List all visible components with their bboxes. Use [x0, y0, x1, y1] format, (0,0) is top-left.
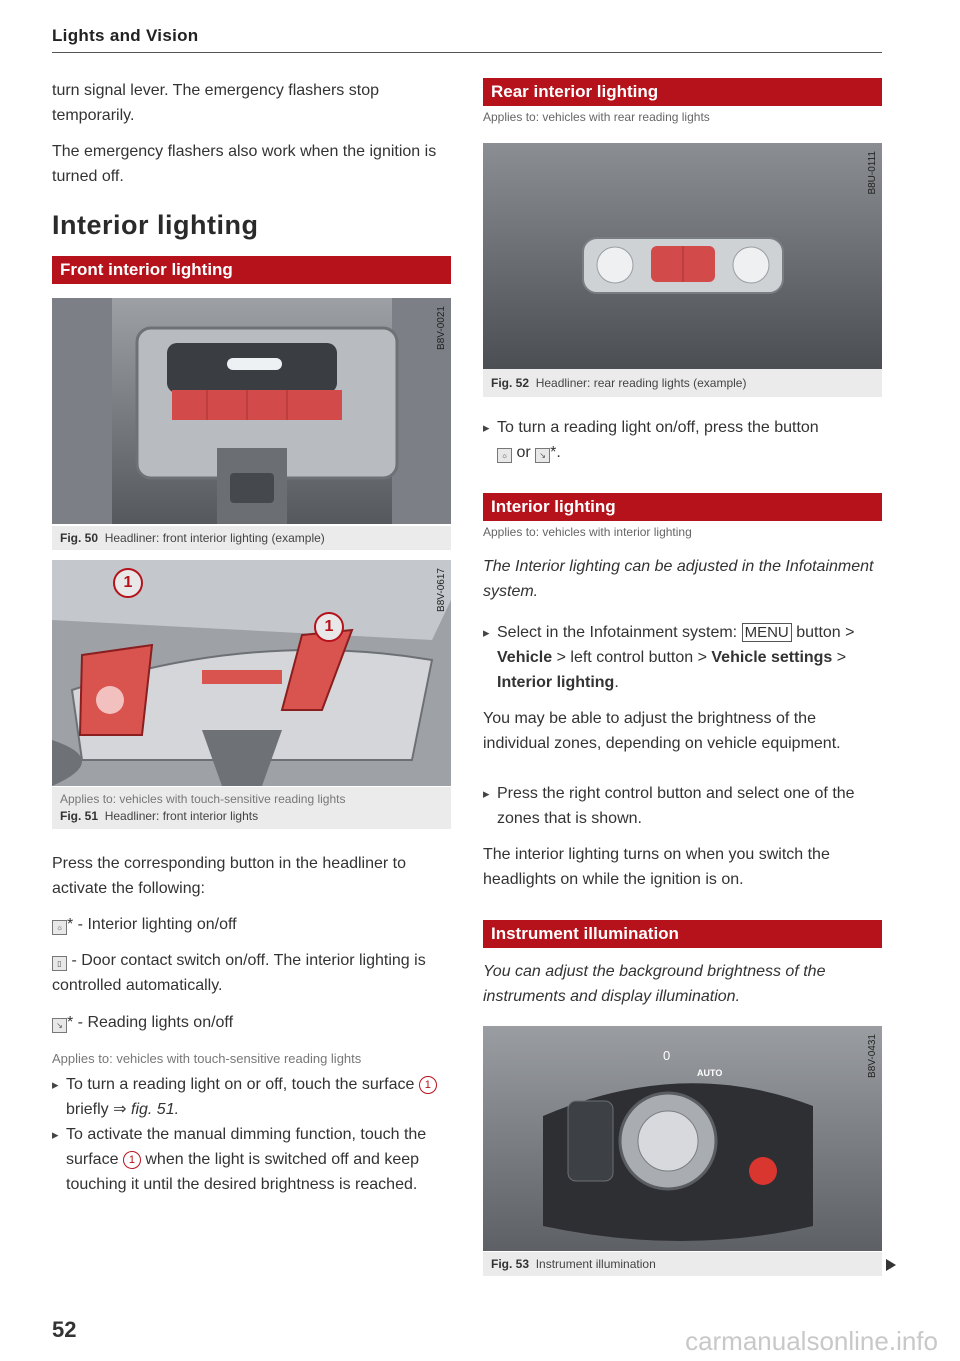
- select-bullet: [497, 620, 883, 695]
- fig50-image: [52, 298, 451, 524]
- instrument-intro: You can adjust the background brightness of the instruments and display illumination.: [483, 963, 826, 1005]
- section-title: Interior lighting: [52, 210, 259, 240]
- select-c: > left control button >: [556, 649, 707, 666]
- door-contact-item: [52, 948, 452, 998]
- fig51-label: Fig. 51: [60, 809, 99, 823]
- applies-touch: Applies to: vehicles with touch-sensitive reading lights: [52, 1051, 362, 1066]
- select-gt: >: [836, 649, 847, 666]
- switch-auto-label: AUTO: [697, 1068, 723, 1078]
- interior-applies: Applies to: vehicles with interior lighting: [483, 525, 692, 539]
- intro-paragraph-2: The emergency flashers also work when the ignition is turned off.: [52, 143, 437, 185]
- intro-paragraph-1: turn signal lever. The emergency flashers stop temporarily.: [52, 82, 379, 124]
- fig51-caption-text: Headliner: front interior lights: [104, 809, 259, 823]
- bullet1-a: To turn a reading light on or off, touch the surface: [66, 1076, 415, 1093]
- rear-light-left-icon: ☼: [497, 448, 512, 463]
- fig51-image: [52, 560, 451, 786]
- touch-bullet-2: [66, 1122, 452, 1197]
- reading-light-icon: ↘: [52, 1018, 67, 1033]
- fig52-image: [483, 143, 882, 369]
- header-title: Lights and Vision: [52, 26, 199, 45]
- fig51-applies: Applies to: vehicles with touch-sensitive reading lights: [60, 792, 346, 806]
- fig53-label: Fig. 53: [491, 1257, 530, 1271]
- front-interior-lighting-heading: Front interior lighting: [52, 256, 451, 284]
- watermark: carmanualsonline.info: [685, 1326, 938, 1356]
- fig53-image: [483, 1026, 882, 1251]
- select-interior-lighting: Interior lighting: [497, 674, 615, 691]
- bullet1-b: briefly: [66, 1101, 109, 1118]
- reading-lights-item: [52, 1010, 452, 1035]
- menu-button-key: MENU: [742, 623, 792, 642]
- fig51-id: B8V-0617: [436, 568, 447, 612]
- touch-bullet-1: [66, 1072, 452, 1122]
- item1-text: * - Interior lighting on/off: [67, 916, 237, 933]
- select-vehicle-settings: Vehicle settings: [711, 649, 833, 666]
- running-header: [52, 26, 882, 53]
- fig52-caption-text: Headliner: rear reading lights (example): [535, 376, 747, 390]
- headliner-touch-lights-illustration: [52, 560, 451, 786]
- select-b: button >: [796, 624, 855, 641]
- item2-text: - Door contact switch on/off. The interior lighting is controlled automatically.: [52, 952, 426, 994]
- fig50-label: Fig. 50: [60, 531, 99, 545]
- rear-bullet-end: *.: [550, 444, 561, 461]
- instrument-illumination-heading: Instrument illumination: [483, 920, 882, 948]
- callout-1-right: 1: [314, 612, 344, 642]
- interior-lighting-item: [52, 912, 452, 937]
- rear-applies: Applies to: vehicles with rear reading lights: [483, 110, 710, 124]
- light-switch-illustration: [483, 1026, 882, 1251]
- continue-arrow-icon: [886, 1259, 896, 1271]
- callout-1-inline: 1: [419, 1076, 437, 1094]
- rear-bullet: [497, 415, 883, 465]
- turns-on-paragraph: The interior lighting turns on when you switch the headlights on while the ignition is on.: [483, 846, 830, 888]
- press-paragraph: Press the corresponding button in the headliner to activate the following:: [52, 855, 407, 897]
- fig52-id: B8U-0111: [867, 151, 878, 195]
- fig50-caption: [52, 526, 451, 550]
- select-a: Select in the Infotainment system:: [497, 624, 738, 641]
- headliner-front-illustration: [52, 298, 451, 524]
- rear-bullet-a: To turn a reading light on/off, press the button: [497, 419, 819, 436]
- select-end: .: [614, 674, 619, 691]
- bullet2-a: To activate the manual dimming function, touch the surface: [66, 1126, 427, 1168]
- headliner-rear-illustration: [483, 143, 882, 369]
- fig52-label: Fig. 52: [491, 376, 530, 390]
- callout-1-left: 1: [113, 568, 143, 598]
- item3-text: * - Reading lights on/off: [67, 1014, 234, 1031]
- interior-lighting-heading: Interior lighting: [483, 493, 882, 521]
- arrow-ref-icon: ⇒: [113, 1101, 127, 1118]
- door-contact-icon: ▯: [52, 956, 67, 971]
- fig51-caption: [52, 787, 451, 829]
- fig53-id: B8V-0431: [867, 1034, 878, 1078]
- rear-light-right-icon: ↘: [535, 448, 550, 463]
- switch-zero-label: 0: [663, 1048, 671, 1063]
- fig50-id: B8V-0021: [436, 306, 447, 350]
- zones-paragraph: You may be able to adjust the brightness of the individual zones, depending on vehicle equipment.: [483, 710, 841, 752]
- rear-bullet-or: or: [516, 444, 531, 461]
- fig50-caption-text: Headliner: front interior lighting (example): [104, 531, 325, 545]
- zones-bullet: ▸ Press the right control button and select one of the zones that is shown.: [497, 781, 883, 831]
- bullet2-b: when the light is switched off and keep touching it until the desired brightness is reached.: [66, 1151, 420, 1193]
- fig53-caption: [483, 1252, 882, 1276]
- interior-intro: The Interior lighting can be adjusted in the Infotainment system.: [483, 558, 874, 600]
- page-number: 52: [52, 1317, 77, 1342]
- fig53-caption-text: Instrument illumination: [535, 1257, 656, 1271]
- fig51-ref[interactable]: fig. 51.: [131, 1101, 180, 1118]
- select-vehicle: Vehicle: [497, 649, 553, 666]
- rear-interior-lighting-heading: Rear interior lighting: [483, 78, 882, 106]
- interior-light-icon: ☼: [52, 920, 67, 935]
- callout-1-inline-2: 1: [123, 1151, 141, 1169]
- fig52-caption: [483, 369, 882, 397]
